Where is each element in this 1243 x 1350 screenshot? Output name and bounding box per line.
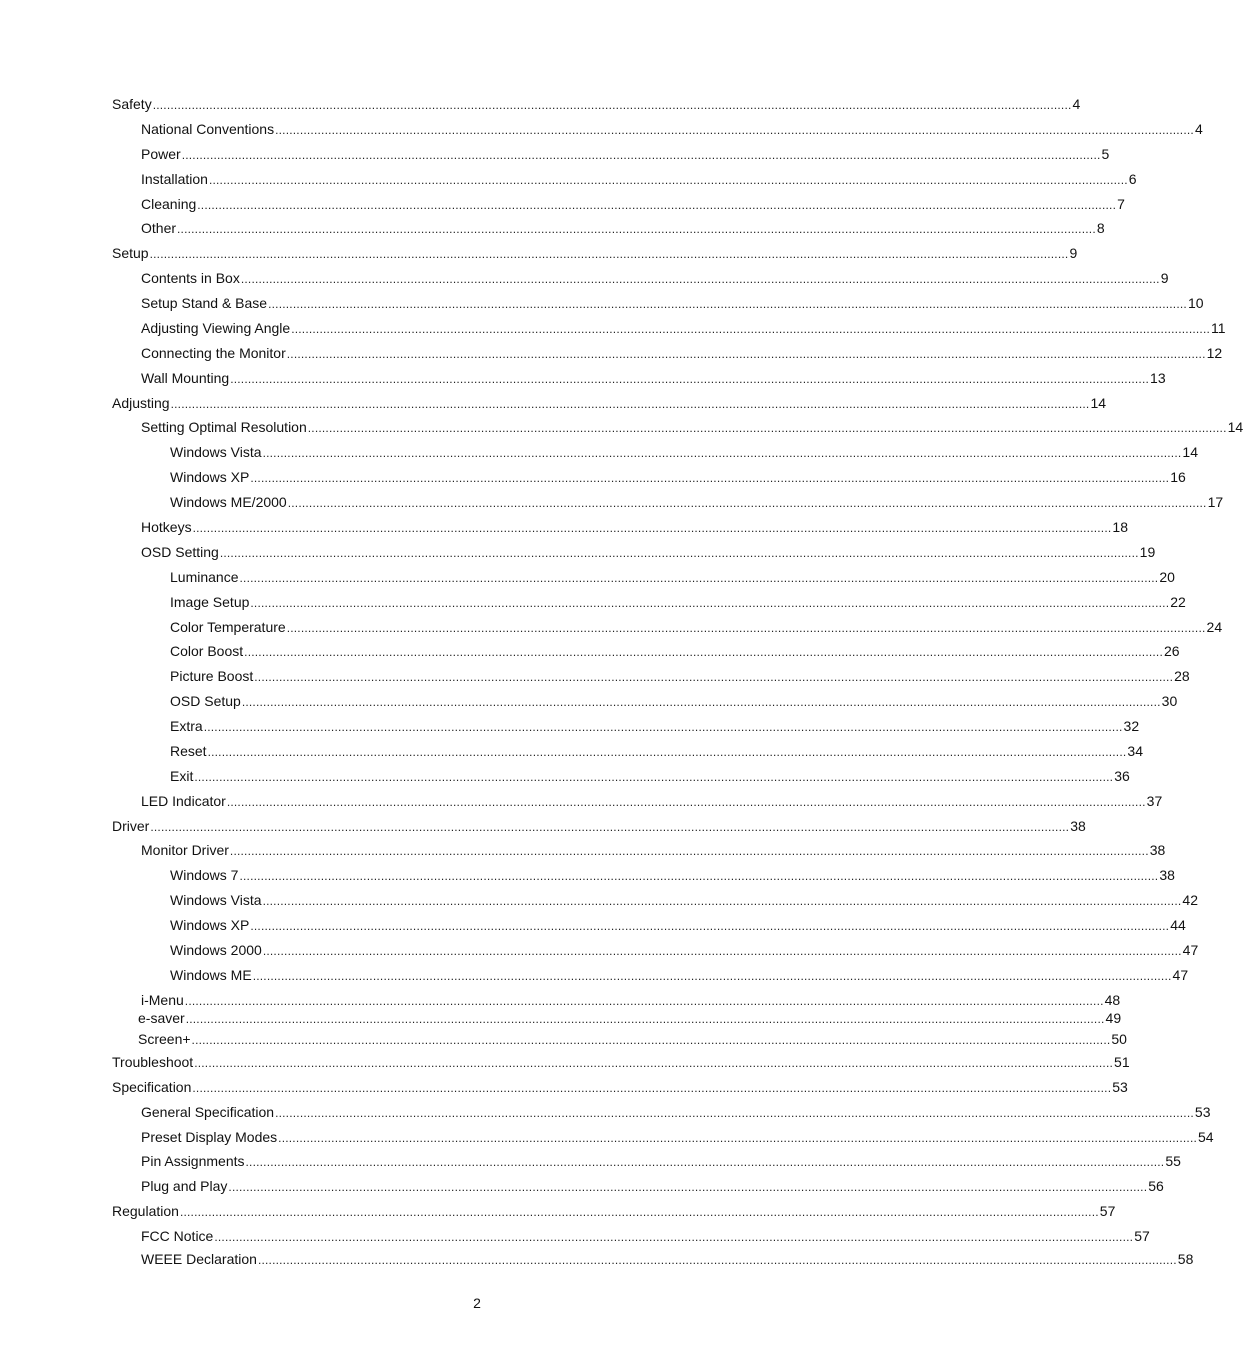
toc-entry[interactable]	[112, 395, 1107, 412]
toc-entry-page: 58	[1177, 1251, 1194, 1267]
toc-dot-leader: ....................................................................................................................................................................................................................................................................	[254, 670, 1174, 684]
toc-entry-title: General Specification	[141, 1104, 275, 1120]
toc-entry-title: Setup	[112, 245, 149, 261]
toc-dot-leader: ....................................................................................................................................................................................................................................................................	[170, 397, 1090, 411]
toc-dot-leader: ....................................................................................................................................................................................................................................................................	[181, 148, 1101, 162]
toc-entry[interactable]	[170, 942, 1199, 959]
toc-entry[interactable]	[141, 345, 1223, 362]
toc-entry-page: 32	[1123, 718, 1140, 734]
toc-entry-page: 49	[1105, 1010, 1122, 1026]
toc-dot-leader: ....................................................................................................................................................................................................................................................................	[194, 770, 1114, 784]
toc-entry-page: 14	[1090, 395, 1107, 411]
toc-entry-title: Picture Boost	[170, 668, 254, 684]
toc-entry-page: 54	[1198, 1129, 1214, 1145]
toc-dot-leader: ....................................................................................................................................................................................................................................................................	[268, 297, 1187, 311]
toc-dot-leader: ....................................................................................................................................................................................................................................................................	[250, 596, 1170, 610]
toc-entry-page: 36	[1114, 768, 1130, 784]
toc-dot-leader: ....................................................................................................................................................................................................................................................................	[250, 471, 1170, 485]
toc-dot-leader: ....................................................................................................................................................................................................................................................................	[192, 521, 1112, 535]
toc-entry-title: Specification	[112, 1079, 192, 1095]
toc-entry-page: 9	[1069, 245, 1078, 261]
toc-dot-leader: ....................................................................................................................................................................................................................................................................	[278, 1131, 1198, 1145]
toc-entry[interactable]	[141, 419, 1243, 436]
toc-entry-page: 12	[1206, 345, 1223, 361]
toc-dot-leader: ....................................................................................................................................................................................................................................................................	[275, 1106, 1194, 1120]
toc-dot-leader: ....................................................................................................................................................................................................................................................................	[275, 123, 1194, 137]
toc-entry[interactable]	[112, 1054, 1130, 1071]
toc-entry[interactable]	[170, 967, 1189, 984]
toc-dot-leader: ....................................................................................................................................................................................................................................................................	[257, 1253, 1177, 1267]
toc-dot-leader: ....................................................................................................................................................................................................................................................................	[262, 894, 1182, 908]
toc-entry-title: Hotkeys	[141, 519, 192, 535]
toc-entry-title: Safety	[112, 96, 152, 112]
toc-entry-page: 14	[1227, 419, 1243, 435]
toc-entry-page: 13	[1150, 370, 1166, 386]
toc-entry-page: 9	[1160, 270, 1169, 286]
toc-entry-page: 26	[1164, 643, 1180, 659]
toc-entry-title: Windows 7	[170, 867, 239, 883]
toc-entry-title: Power	[141, 146, 181, 162]
toc-entry-page: 14	[1182, 444, 1198, 460]
toc-entry[interactable]	[138, 1010, 1122, 1027]
toc-entry-title: Color Boost	[170, 643, 244, 659]
toc-entry[interactable]	[141, 992, 1121, 1009]
toc-entry-page: 20	[1159, 569, 1175, 585]
toc-entry-page: 4	[1072, 96, 1081, 112]
toc-dot-leader: ....................................................................................................................................................................................................................................................................	[286, 347, 1206, 361]
toc-dot-leader: ....................................................................................................................................................................................................................................................................	[244, 645, 1163, 659]
toc-entry-page: 22	[1170, 594, 1186, 610]
toc-entry[interactable]	[112, 96, 1081, 113]
toc-dot-leader: ....................................................................................................................................................................................................................................................................	[262, 446, 1182, 460]
toc-dot-leader: ....................................................................................................................................................................................................................................................................	[184, 994, 1104, 1008]
toc-entry-title: Wall Mounting	[141, 370, 230, 386]
toc-dot-leader: ....................................................................................................................................................................................................................................................................	[203, 720, 1123, 734]
toc-entry[interactable]	[141, 793, 1163, 810]
toc-dot-leader: ....................................................................................................................................................................................................................................................................	[250, 919, 1170, 933]
toc-dot-leader: ....................................................................................................................................................................................................................................................................	[287, 496, 1207, 510]
toc-entry-title: Luminance	[170, 569, 239, 585]
toc-entry-page: 53	[1194, 1104, 1211, 1120]
toc-entry[interactable]	[170, 718, 1140, 735]
toc-entry-page: 37	[1146, 793, 1163, 809]
toc-entry-title: e-saver	[138, 1010, 185, 1026]
toc-entry-title: LED Indicator	[141, 793, 226, 809]
toc-entry-title: Windows XP	[170, 917, 250, 933]
toc-entry-title: Regulation	[112, 1203, 179, 1219]
toc-dot-leader: ....................................................................................................................................................................................................................................................................	[291, 322, 1211, 336]
toc-entry-page: 44	[1170, 917, 1186, 933]
toc-entry[interactable]	[170, 768, 1130, 785]
toc-entry-title: Screen+	[138, 1031, 191, 1047]
toc-entry[interactable]	[141, 842, 1166, 859]
toc-entry-title: Windows ME/2000	[170, 494, 287, 510]
toc-entry-title: Reset	[170, 743, 207, 759]
toc-dot-leader: ....................................................................................................................................................................................................................................................................	[241, 695, 1161, 709]
toc-entry-title: Driver	[112, 818, 150, 834]
toc-entry-title: Setup Stand & Base	[141, 295, 268, 311]
toc-entry[interactable]	[141, 121, 1203, 138]
toc-entry[interactable]	[138, 1031, 1127, 1048]
toc-dot-leader: ....................................................................................................................................................................................................................................................................	[185, 1012, 1105, 1026]
toc-entry[interactable]	[112, 818, 1086, 835]
toc-entry[interactable]	[141, 1178, 1164, 1195]
toc-entry-title: Windows Vista	[170, 444, 262, 460]
toc-entry[interactable]	[141, 146, 1110, 163]
toc-dot-leader: ....................................................................................................................................................................................................................................................................	[226, 795, 1146, 809]
toc-entry-title: Windows Vista	[170, 892, 262, 908]
toc-entry-title: Windows XP	[170, 469, 250, 485]
toc-entry-title: National Conventions	[141, 121, 275, 137]
toc-entry-page: 47	[1182, 942, 1199, 958]
toc-entry[interactable]	[112, 1203, 1116, 1220]
toc-entry-title: Cleaning	[141, 196, 197, 212]
toc-entry-page: 18	[1112, 519, 1128, 535]
toc-dot-leader: ....................................................................................................................................................................................................................................................................	[219, 546, 1139, 560]
toc-entry-title: Extra	[170, 718, 203, 734]
toc-entry-page: 56	[1148, 1178, 1164, 1194]
toc-entry-page: 8	[1096, 220, 1105, 236]
toc-entry[interactable]	[170, 693, 1178, 710]
toc-entry-page: 17	[1207, 494, 1224, 510]
toc-entry[interactable]	[170, 917, 1186, 934]
toc-entry[interactable]	[170, 668, 1190, 685]
toc-entry-page: 5	[1101, 146, 1110, 162]
page-number: 2	[473, 1295, 481, 1311]
toc-entry-page: 38	[1149, 842, 1166, 858]
toc-entry-title: WEEE Declaration	[141, 1251, 257, 1267]
toc-entry[interactable]	[141, 220, 1105, 237]
toc-entry-title: Adjusting Viewing Angle	[141, 320, 291, 336]
toc-entry[interactable]	[141, 1153, 1181, 1170]
toc-entry[interactable]	[141, 196, 1125, 213]
toc-entry-title: Troubleshoot	[112, 1054, 194, 1070]
toc-entry-title: Installation	[141, 171, 208, 187]
toc-dot-leader: ....................................................................................................................................................................................................................................................................	[197, 198, 1117, 212]
toc-entry-title: Preset Display Modes	[141, 1129, 278, 1145]
toc-dot-leader: ....................................................................................................................................................................................................................................................................	[262, 944, 1182, 958]
toc-dot-leader: ....................................................................................................................................................................................................................................................................	[286, 621, 1206, 635]
toc-entry[interactable]	[141, 295, 1204, 312]
toc-entry[interactable]	[141, 544, 1156, 561]
toc-entry[interactable]	[170, 867, 1175, 884]
toc-entry-page: 50	[1111, 1031, 1127, 1047]
toc-entry[interactable]	[112, 1079, 1128, 1096]
toc-entry[interactable]	[141, 1129, 1214, 1146]
toc-entry-title: OSD Setting	[141, 544, 219, 560]
toc-dot-leader: ....................................................................................................................................................................................................................................................................	[240, 272, 1160, 286]
toc-dot-leader: ....................................................................................................................................................................................................................................................................	[152, 98, 1072, 112]
toc-entry-page: 6	[1128, 171, 1137, 187]
toc-dot-leader: ....................................................................................................................................................................................................................................................................	[307, 421, 1227, 435]
toc-dot-leader: ....................................................................................................................................................................................................................................................................	[239, 571, 1159, 585]
toc-entry-page: 57	[1134, 1228, 1150, 1244]
toc-entry-page: 51	[1114, 1054, 1130, 1070]
toc-entry-title: Color Temperature	[170, 619, 286, 635]
toc-entry-page: 30	[1161, 693, 1178, 709]
toc-dot-leader: ....................................................................................................................................................................................................................................................................	[177, 222, 1096, 236]
toc-entry-title: Setting Optimal Resolution	[141, 419, 307, 435]
toc-entry-page: 34	[1127, 743, 1143, 759]
toc-entry[interactable]	[170, 594, 1186, 611]
toc-entry-page: 7	[1117, 196, 1125, 212]
toc-entry-title: Other	[141, 220, 177, 236]
toc-dot-leader: ....................................................................................................................................................................................................................................................................	[179, 1205, 1099, 1219]
toc-dot-leader: ....................................................................................................................................................................................................................................................................	[245, 1155, 1165, 1169]
toc-entry-page: 38	[1159, 867, 1175, 883]
toc-dot-leader: ....................................................................................................................................................................................................................................................................	[228, 1180, 1148, 1194]
toc-entry[interactable]	[141, 370, 1166, 387]
toc-entry-page: 10	[1187, 295, 1204, 311]
toc-dot-leader: ....................................................................................................................................................................................................................................................................	[149, 247, 1069, 261]
toc-entry-title: Image Setup	[170, 594, 250, 610]
toc-entry[interactable]	[170, 892, 1198, 909]
toc-entry-title: Connecting the Monitor	[141, 345, 286, 361]
toc-entry-page: 16	[1170, 469, 1186, 485]
toc-entry-title: Windows ME	[170, 967, 252, 983]
toc-dot-leader: ....................................................................................................................................................................................................................................................................	[214, 1230, 1134, 1244]
toc-entry-page: 24	[1206, 619, 1223, 635]
toc-entry-page: 47	[1172, 967, 1189, 983]
toc-entry[interactable]	[170, 494, 1224, 511]
toc-entry[interactable]	[170, 444, 1198, 461]
toc-entry[interactable]	[170, 643, 1180, 660]
toc-entry-page: 48	[1104, 992, 1121, 1008]
toc-entry[interactable]	[141, 519, 1128, 536]
toc-entry[interactable]	[170, 469, 1186, 486]
toc-entry-page: 38	[1070, 818, 1086, 834]
toc-entry-page: 19	[1139, 544, 1156, 560]
toc-dot-leader: ....................................................................................................................................................................................................................................................................	[208, 173, 1128, 187]
toc-entry[interactable]	[170, 569, 1175, 586]
toc-dot-leader: ....................................................................................................................................................................................................................................................................	[191, 1033, 1111, 1047]
toc-entry-title: Exit	[170, 768, 194, 784]
toc-entry[interactable]	[170, 619, 1223, 636]
toc-entry-title: Plug and Play	[141, 1178, 228, 1194]
toc-entry-page: 57	[1099, 1203, 1116, 1219]
toc-entry[interactable]	[170, 743, 1143, 760]
toc-dot-leader: ....................................................................................................................................................................................................................................................................	[207, 745, 1127, 759]
toc-entry[interactable]	[141, 1104, 1211, 1121]
toc-entry-page: 53	[1112, 1079, 1128, 1095]
toc-entry-title: OSD Setup	[170, 693, 241, 709]
toc-dot-leader: ....................................................................................................................................................................................................................................................................	[239, 869, 1159, 883]
toc-entry-page: 11	[1211, 320, 1226, 336]
toc-entry-title: Windows 2000	[170, 942, 262, 958]
toc-entry-title: Adjusting	[112, 395, 170, 411]
toc-entry-page: 42	[1182, 892, 1198, 908]
toc-entry[interactable]	[112, 245, 1078, 262]
toc-entry[interactable]	[141, 1228, 1150, 1245]
toc-entry-title: Monitor Driver	[141, 842, 229, 858]
toc-entry[interactable]	[141, 270, 1169, 287]
toc-entry-title: i-Menu	[141, 992, 184, 1008]
toc-dot-leader: ....................................................................................................................................................................................................................................................................	[192, 1081, 1112, 1095]
toc-dot-leader: ....................................................................................................................................................................................................................................................................	[150, 820, 1070, 834]
toc-entry-page: 4	[1194, 121, 1203, 137]
toc-entry[interactable]	[141, 320, 1226, 337]
toc-entry-title: Pin Assignments	[141, 1153, 245, 1169]
toc-entry-page: 55	[1165, 1153, 1181, 1169]
toc-entry-title: FCC Notice	[141, 1228, 214, 1244]
toc-dot-leader: ....................................................................................................................................................................................................................................................................	[229, 844, 1149, 858]
toc-entry[interactable]	[141, 1251, 1194, 1268]
toc-dot-leader: ....................................................................................................................................................................................................................................................................	[194, 1056, 1114, 1070]
toc-entry-title: Contents in Box	[141, 270, 240, 286]
toc-entry[interactable]	[141, 171, 1137, 188]
toc-entry-page: 28	[1174, 668, 1190, 684]
toc-dot-leader: ....................................................................................................................................................................................................................................................................	[252, 969, 1172, 983]
toc-dot-leader: ....................................................................................................................................................................................................................................................................	[230, 372, 1150, 386]
